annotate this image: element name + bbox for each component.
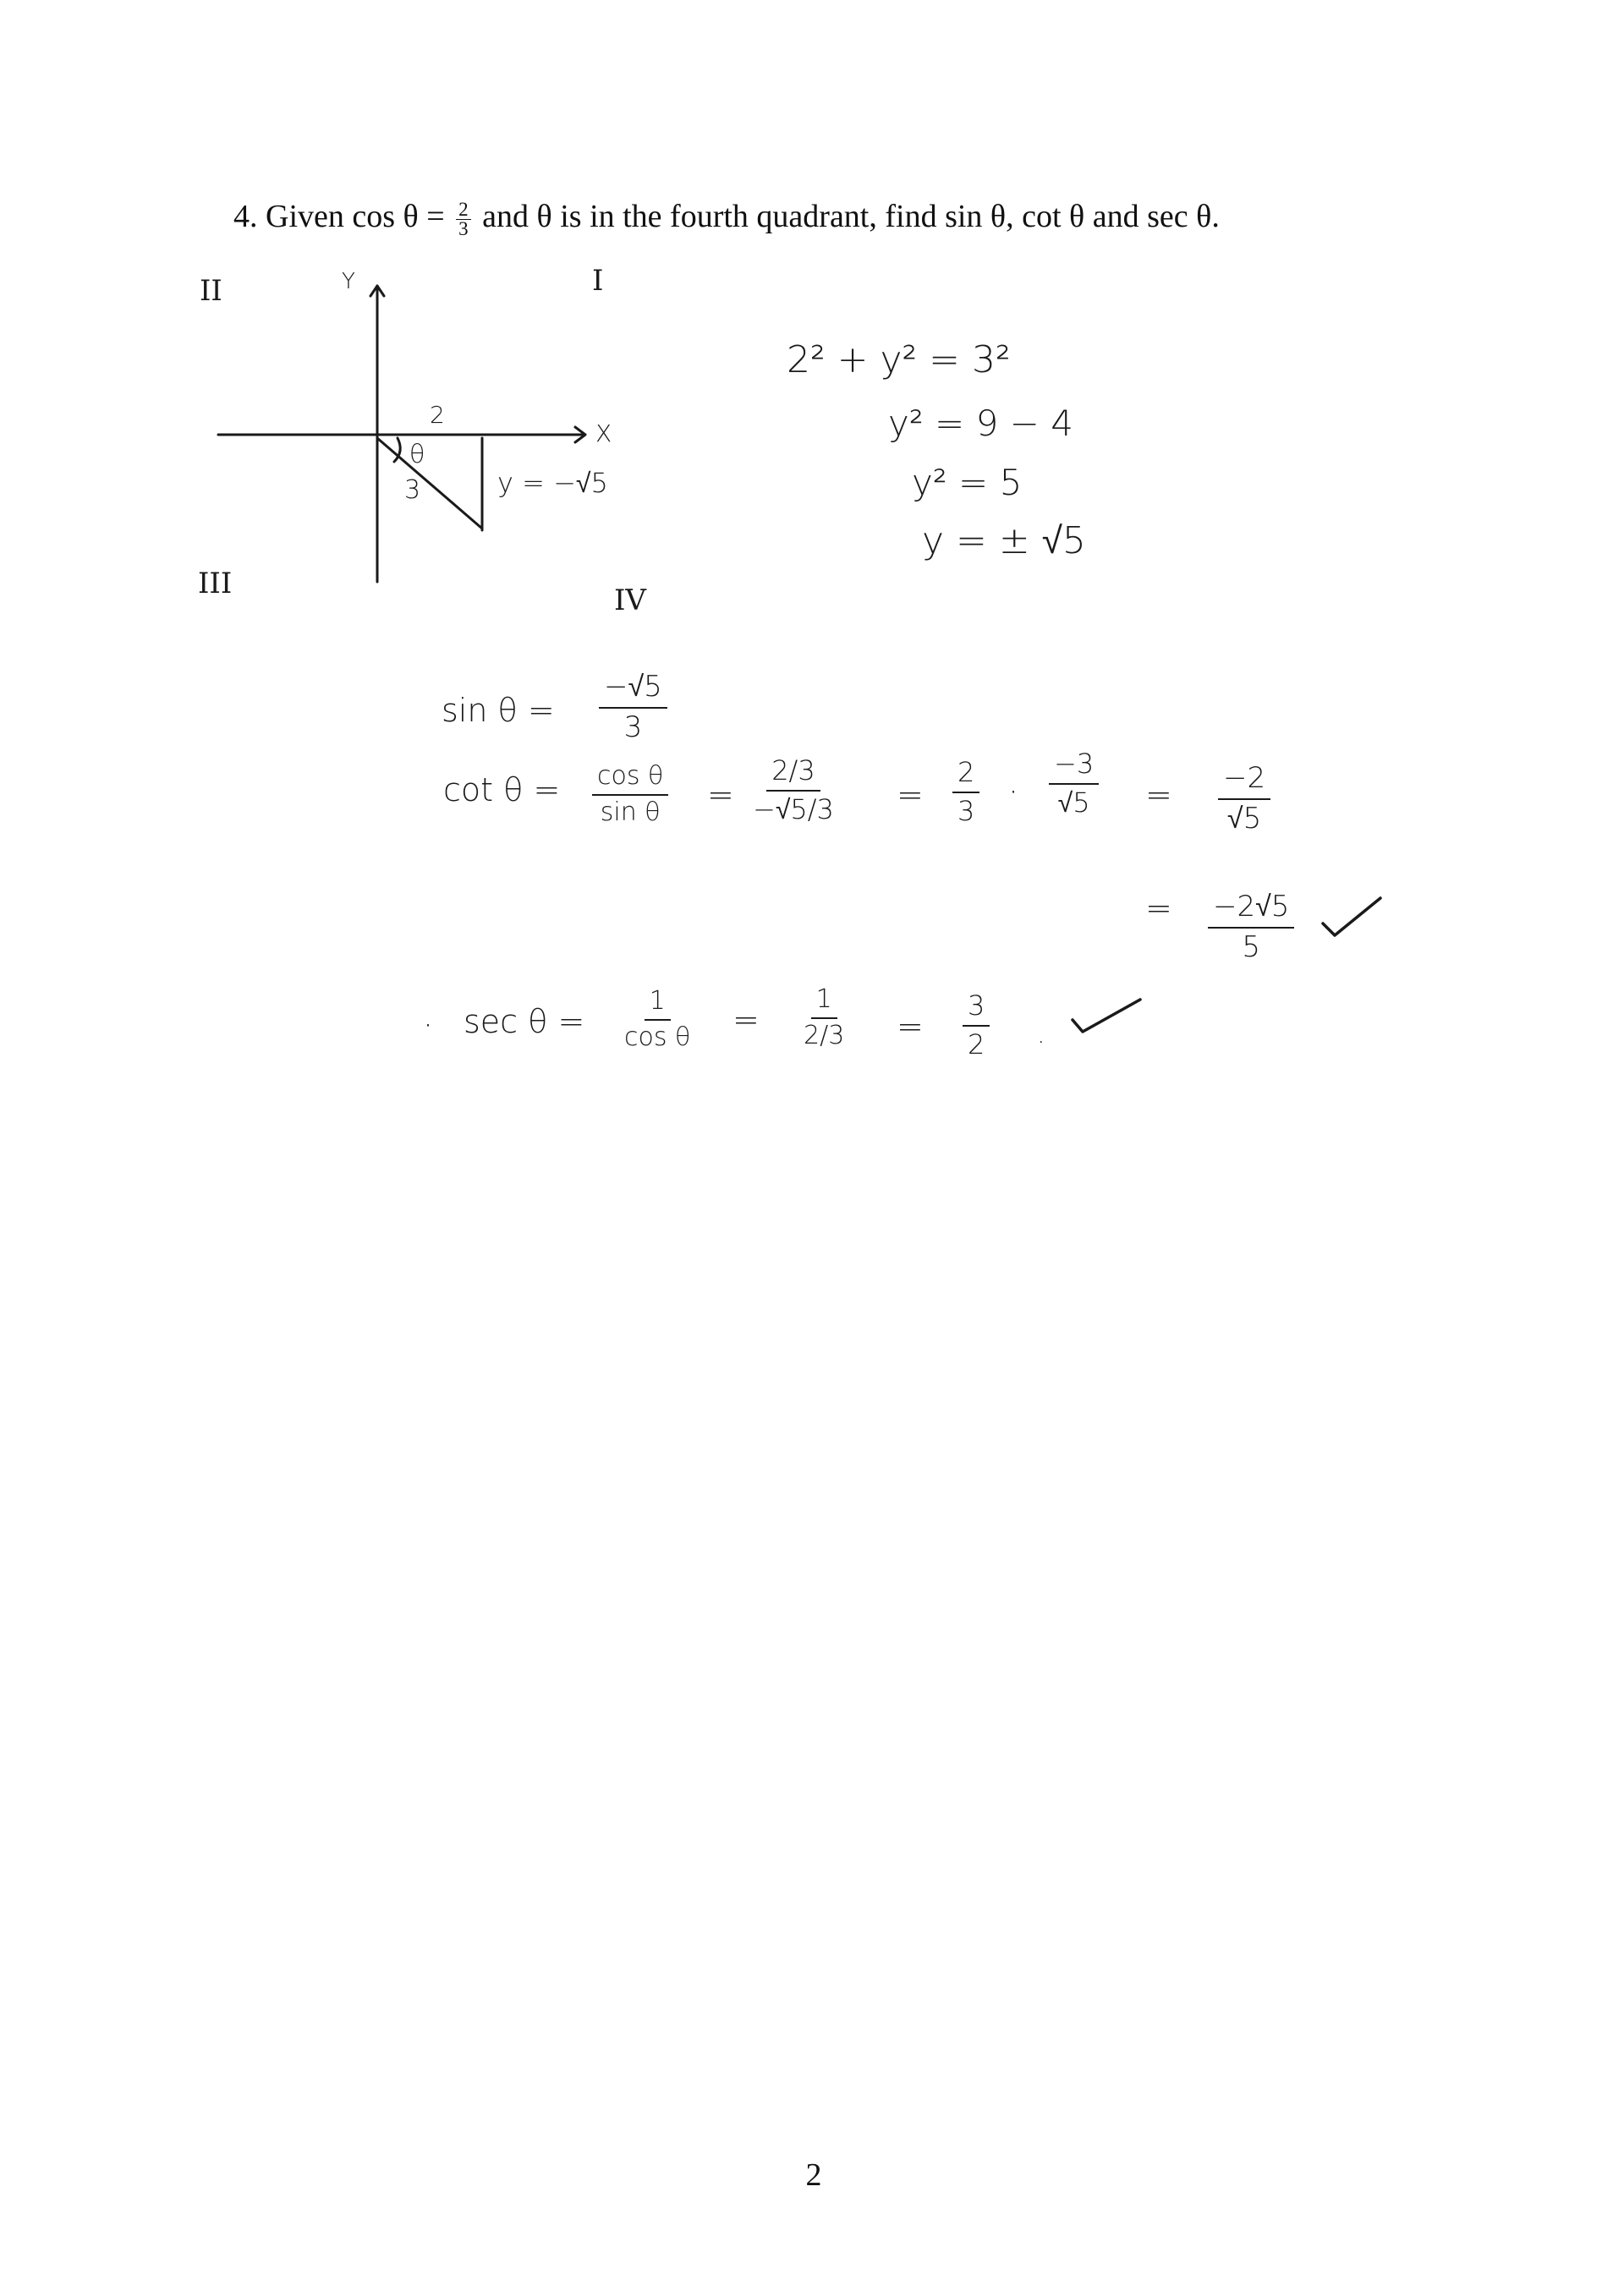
sec-lhs: sec θ = [464, 1003, 585, 1040]
y-axis-label: Y [342, 269, 355, 294]
equals-sign: = [732, 1001, 760, 1038]
angle-theta-label: θ [409, 440, 425, 469]
hypotenuse-label: 3 [404, 475, 421, 505]
cot-fraction-3b-denominator: √5 [1057, 786, 1090, 819]
pythagoras-line-3: y² = 5 [912, 462, 1023, 503]
quadrant-label-ii: II [200, 274, 222, 308]
quadrant-label-iv: IV [614, 584, 646, 617]
cot-fraction-1-denominator: sin θ [600, 797, 661, 827]
multiplication-dot: · [1008, 773, 1019, 810]
cot-fraction-3a-numerator: 2 [952, 756, 979, 793]
sec-fraction-2 [804, 984, 844, 1050]
cot-fraction-5-denominator: 5 [1242, 930, 1261, 964]
sin-numerator: −√5 [599, 670, 667, 709]
cot-fraction-4-numerator: −2 [1218, 761, 1270, 800]
pythagoras-line-1: 2² + y² = 3² [787, 338, 1011, 381]
cot-fraction-4 [1218, 761, 1270, 836]
quadrant-label-i: I [592, 264, 604, 298]
cot-fraction-2-numerator: 2/3 [766, 754, 820, 792]
cot-fraction-3b-numerator: −3 [1049, 748, 1099, 785]
bullet-dot: · [423, 1006, 434, 1044]
sin-lhs: sin θ = [442, 692, 555, 729]
cot-fraction-2 [753, 754, 834, 825]
opposite-side-label: y = −√5 [497, 467, 608, 499]
equals-sign: = [897, 1008, 924, 1045]
cot-fraction-3b [1049, 748, 1099, 819]
check-icon [1318, 893, 1385, 944]
page-number: 2 [805, 2157, 822, 2193]
cot-fraction-1 [592, 761, 668, 827]
quadrant-label-iii: III [198, 567, 233, 600]
sec-fraction-3-denominator: 2 [968, 1028, 985, 1060]
sec-fraction-2-numerator: 1 [811, 984, 837, 1019]
cot-fraction-3a-denominator: 3 [957, 795, 975, 827]
equals-sign: = [1145, 776, 1172, 814]
cot-fraction-3a [952, 756, 979, 827]
sec-fraction-1 [624, 986, 690, 1052]
sec-fraction-1-numerator: 1 [645, 986, 671, 1021]
x-axis-label: X [595, 419, 612, 447]
adjacent-side-label: 2 [430, 401, 445, 429]
problem-rest: and θ is in the fourth quadrant, find sin θ, cot θ and sec θ. [482, 199, 1220, 234]
pythagoras-line-2: y² = 9 − 4 [888, 403, 1073, 444]
cot-fraction-1-numerator: cos θ [592, 761, 668, 796]
cot-fraction-2-denominator: −√5/3 [753, 793, 834, 825]
period-mark: . [1037, 1020, 1045, 1049]
equals-sign: = [707, 776, 734, 814]
sin-denominator: 3 [623, 710, 643, 744]
cot-lhs: cot θ = [443, 771, 561, 808]
equals-sign: = [897, 776, 924, 814]
given-fraction-numerator: 2 [456, 200, 471, 220]
sec-fraction-3-numerator: 3 [963, 989, 990, 1027]
cot-fraction-5-numerator: −2√5 [1208, 890, 1294, 929]
sec-fraction-3 [963, 989, 990, 1060]
problem-number: 4. [233, 199, 258, 234]
check-icon [1067, 995, 1144, 1042]
sec-fraction-2-denominator: 2/3 [804, 1021, 845, 1050]
sec-fraction-1-denominator: cos θ [624, 1022, 691, 1052]
given-fraction-denominator: 3 [458, 217, 469, 239]
equals-sign: = [1145, 890, 1172, 927]
hypotenuse [377, 438, 482, 529]
problem-given: Given cos θ = [266, 199, 445, 234]
cot-fraction-4-denominator: √5 [1226, 802, 1262, 836]
pythagoras-line-4: y = ± √5 [922, 519, 1086, 562]
sin-fraction [599, 670, 667, 744]
cot-fraction-5 [1208, 890, 1294, 964]
